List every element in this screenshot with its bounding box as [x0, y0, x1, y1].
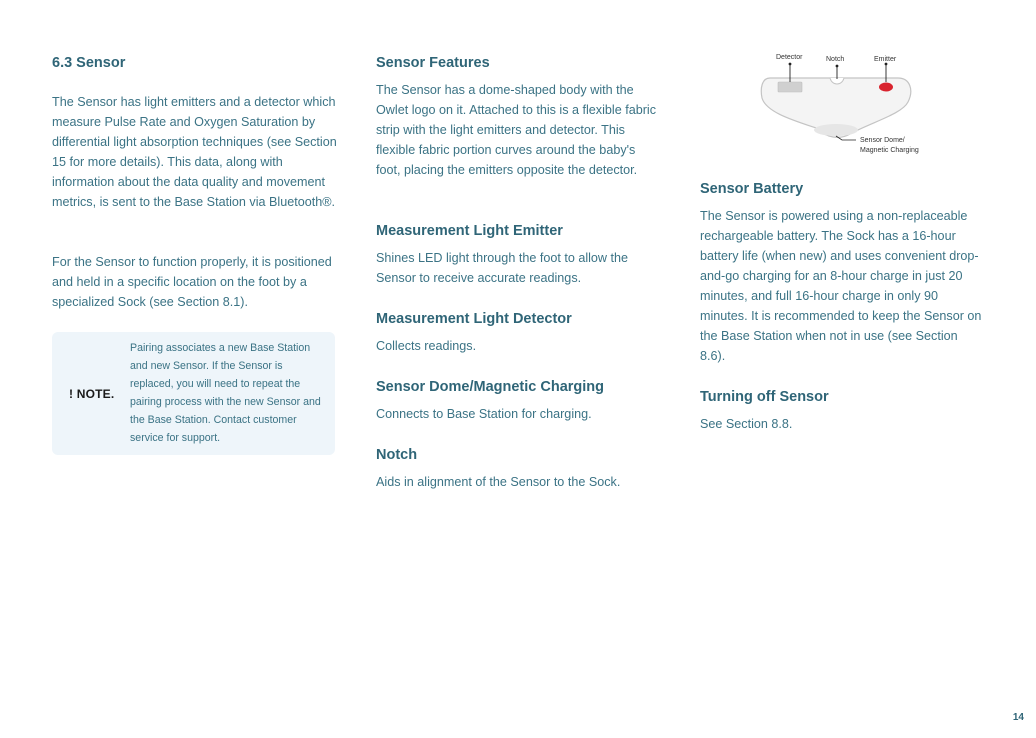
note-text: Pairing associates a new Base Station and new Sensor. If the Sensor is replaced, you will need to repeat the pairing process with the new Sensor and the Base Station. Contact customer service for support. — [130, 342, 321, 444]
feature-text-sensor-features: The Sensor has a dome-shaped body with the Owlet logo on it. Attached to this is a flexible fabric strip with the light emitters and detector. This flexible fabric portion curves around the baby's foot, placing the emitters opposite the detector. — [376, 83, 657, 177]
emitter-led — [879, 83, 893, 92]
detector-label: Detector — [776, 54, 803, 61]
notch-pointer-dot — [836, 65, 839, 68]
battery-heading: Sensor Battery — [700, 181, 804, 197]
feature-text-dome-charging: Connects to Base Station for charging. — [376, 407, 592, 421]
feature-text-notch: Aids in alignment of the Sensor to the Sock. — [376, 475, 621, 489]
dome-label-line-2: Magnetic Charging — [860, 147, 919, 154]
sensor-diagram — [752, 48, 942, 160]
battery-text: The Sensor is powered using a non-replaceable rechargeable battery. The Sock has a 16-hour battery life (when new) and uses convenient drop-and-go charging for an 8-hour charge in just 20 minutes, and full 16-hour charge in only 90 minutes. It is recommended to keep the Sensor on the Base Station when not in use (see Section 8.6). — [700, 209, 982, 363]
section-title: 6.3 Sensor — [52, 55, 126, 71]
emitter-pointer-dot — [885, 63, 888, 66]
section-paragraph-1: The Sensor has light emitters and a detector which measure Pulse Rate and Oxygen Saturation by differential light absorption techniques (see Section 15 for more details). This data, along with information about the data quality and movement metrics, is sent to the Base Station via Bluetooth®. — [52, 95, 337, 209]
notch-label: Notch — [826, 56, 845, 63]
note-box — [52, 332, 335, 455]
feature-heading-light-detector: Measurement Light Detector — [376, 311, 572, 327]
detector-pointer-dot — [789, 63, 792, 66]
sensor-dome — [814, 124, 858, 136]
emitter-label: Emitter — [874, 56, 897, 63]
feature-heading-light-emitter: Measurement Light Emitter — [376, 223, 563, 239]
note-label: ! NOTE. — [69, 387, 115, 401]
page-number: 14 — [1012, 712, 1024, 723]
feature-heading-sensor-features: Sensor Features — [376, 55, 490, 71]
dome-label-line-1: Sensor Dome/ — [860, 137, 905, 144]
feature-text-light-emitter: Shines LED light through the foot to allow the Sensor to receive accurate readings. — [376, 251, 629, 285]
turning-off-text: See Section 8.8. — [700, 417, 793, 431]
sensor-diagram-illustration — [752, 48, 942, 160]
detector-pad — [778, 82, 802, 92]
feature-text-light-detector: Collects readings. — [376, 339, 477, 353]
feature-heading-dome-charging: Sensor Dome/Magnetic Charging — [376, 379, 605, 395]
feature-heading-notch: Notch — [376, 447, 418, 463]
section-paragraph-2: For the Sensor to function properly, it is positioned and held in a specific location on the foot by a specialized Sock (see Section 8.1). — [52, 255, 332, 309]
turning-off-heading: Turning off Sensor — [700, 389, 829, 405]
